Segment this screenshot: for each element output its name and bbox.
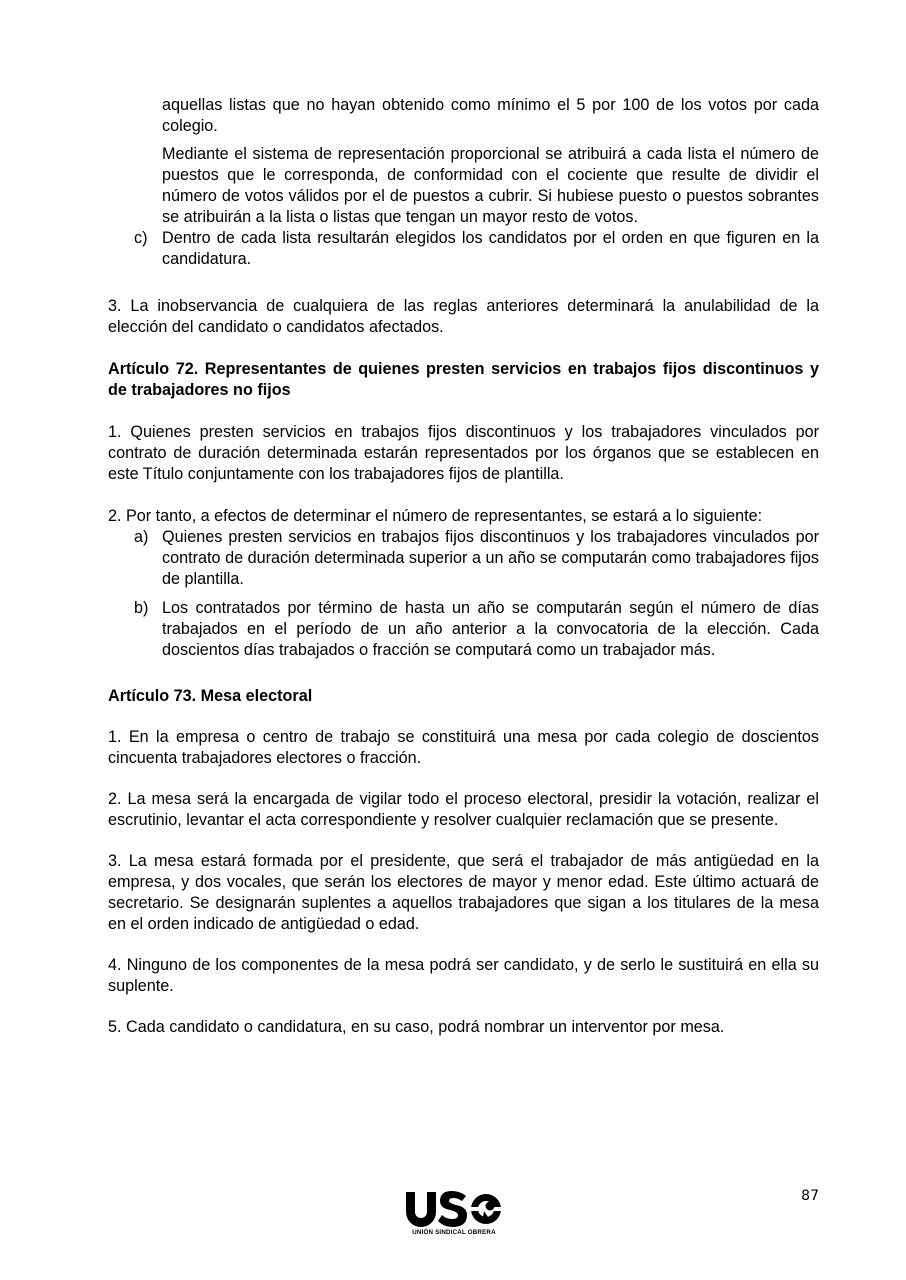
paragraph-intro-2: Mediante el sistema de representación proporcional se atribuirá a cada lista el número de puestos que le corresponda, de conformidad con el cociente que resulte de dividir el número de votos válidos por el de puestos a cubrir. Si hubiese puesto o puestos sobrantes se atribuirán a la lista o listas que tengan un mayor resto de votos. — [162, 145, 819, 226]
page-number: 87 — [801, 1188, 819, 1204]
uso-logo-icon — [404, 1190, 504, 1228]
article-73-paragraph-3: 3. La mesa estará formada por el presidente, que será el trabajador de más antigüedad en la empresa, y dos vocales, que serán los electores de mayor y menor edad. Este último actuará de secretario. Se designarán suplentes a aquellos trabajadores que sigan a los titulares de la mesa en el orden indicado de antigüedad o edad. — [108, 852, 819, 933]
uso-logo — [404, 1190, 504, 1236]
list-item — [108, 598, 819, 661]
logo-caption: UNIÓN SINDICAL OBRERA — [412, 1229, 496, 1236]
list-item-text: Dentro de cada lista resultarán elegidos los candidatos por el orden en que figuren en la candidatura. — [162, 229, 819, 268]
article-72-paragraph-1: 1. Quienes presten servicios en trabajos fijos discontinuos y los trabajadores vinculados por contrato de duración determinada estarán representados por los órganos que se establecen en este Título conjuntamente con los trabajadores fijos de plantilla. — [108, 423, 819, 483]
list-item — [108, 228, 819, 270]
article-73-paragraph-4: 4. Ninguno de los componentes de la mesa podrá ser candidato, y de serlo le sustituirá en ella su suplente. — [108, 956, 819, 995]
list-marker: c) — [134, 229, 148, 247]
list-marker: a) — [134, 528, 149, 546]
list-marker: b) — [134, 599, 149, 617]
paragraph-3: 3. La inobservancia de cualquiera de las reglas anteriores determinará la anulabilidad de la elección del candidato o candidatos afectados. — [108, 297, 819, 336]
article-73-heading: Artículo 73. Mesa electoral — [108, 687, 313, 705]
article-73-paragraph-1: 1. En la empresa o centro de trabajo se constituirá una mesa por cada colegio de doscientos cincuenta trabajadores electores o fracción. — [108, 728, 819, 767]
article-72-paragraph-2: 2. Por tanto, a efectos de determinar el número de representantes, se estará a lo siguiente: — [108, 507, 763, 525]
article-73-paragraph-5: 5. Cada candidato o candidatura, en su caso, podrá nombrar un interventor por mesa. — [108, 1018, 725, 1036]
article-72-list — [108, 527, 819, 661]
list-item-c-group — [108, 228, 819, 270]
article-73-paragraph-2: 2. La mesa será la encargada de vigilar todo el proceso electoral, presidir la votación, realizar el escrutinio, levantar el acta correspondiente y resolver cualquier reclamación que se presente. — [108, 790, 819, 829]
article-72-heading: Artículo 72. Representantes de quienes presten servicios en trabajos fijos discontinuos y de trabajadores no fijos — [108, 360, 819, 399]
document-body — [108, 95, 819, 1038]
list-item — [108, 527, 819, 590]
paragraph-intro-1: aquellas listas que no hayan obtenido como mínimo el 5 por 100 de los votos por cada colegio. — [162, 96, 819, 135]
list-item-text: Quienes presten servicios en trabajos fijos discontinuos y los trabajadores vinculados por contrato de duración determinada superior a un año se computarán como trabajadores fijos de plantilla. — [162, 528, 819, 588]
list-item-text: Los contratados por término de hasta un año se computarán según el número de días trabajados en el período de un año anterior a la convocatoria de la elección. Cada doscientos días trabajados o fracción se computará como un trabajador más. — [162, 599, 819, 659]
